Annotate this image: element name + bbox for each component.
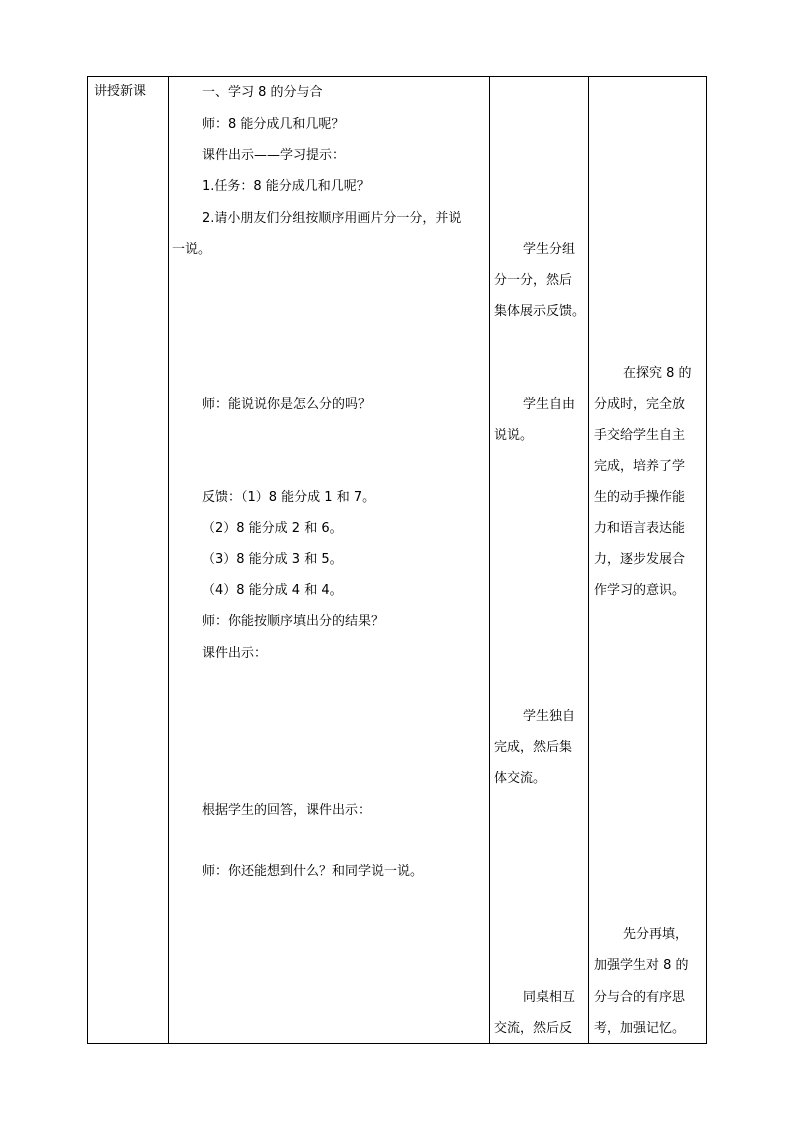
teacher-line: （2）8 能分成 2 和 6。 xyxy=(202,521,343,536)
teacher-line: 师：你还能想到什么？和同学说一说。 xyxy=(202,864,424,879)
teacher-line: 师：能说说你是怎么分的吗？ xyxy=(202,397,372,412)
teacher-line: 师：你能按顺序填出分的结果？ xyxy=(202,614,385,629)
intent-line: 先分再填， xyxy=(623,927,689,942)
intent-line: 分与合的有序思 xyxy=(594,990,686,1005)
intent-line: 生的动手操作能 xyxy=(594,490,686,505)
intent-line: 考，加强记忆。 xyxy=(594,1021,686,1036)
teacher-line: 根据学生的回答，课件出示： xyxy=(202,803,372,818)
student-line: 学生分组 xyxy=(523,242,576,257)
intent-line: 加强学生对 8 的 xyxy=(594,958,689,973)
intent-line: 作学习的意识。 xyxy=(594,583,686,598)
student-line: 说说。 xyxy=(494,428,534,443)
teacher-line: 课件出示——学习提示： xyxy=(202,148,346,163)
student-line: 完成，然后集 xyxy=(494,740,573,755)
intent-line: 力，逐步发展合 xyxy=(594,552,686,567)
student-line: 学生独自 xyxy=(523,709,576,724)
teacher-line: 1.任务：8 能分成几和几呢？ xyxy=(202,179,370,194)
student-line: 分一分，然后 xyxy=(494,273,573,288)
intent-line: 在探究 8 的 xyxy=(623,366,692,381)
intent-line: 分成时，完全放 xyxy=(594,397,686,412)
teacher-line: 一、学习 8 的分与合 xyxy=(202,85,323,100)
teacher-line: （3）8 能分成 3 和 5。 xyxy=(202,552,343,567)
teacher-line: 2.请小朋友们分组按顺序用画片分一分，并说 xyxy=(202,211,462,226)
student-line: 交流，然后反 xyxy=(494,1021,573,1036)
teacher-line: 一说。 xyxy=(172,242,212,257)
column-divider xyxy=(489,77,490,1043)
intent-line: 完成，培养了学 xyxy=(594,459,686,474)
column-divider xyxy=(168,77,169,1043)
intent-line: 手交给学生自主 xyxy=(594,428,686,443)
student-line: 集体展示反馈。 xyxy=(494,304,586,319)
teacher-line: （4）8 能分成 4 和 4。 xyxy=(202,583,343,598)
teacher-line: 课件出示： xyxy=(202,646,268,661)
intent-line: 力和语言表达能 xyxy=(594,521,686,536)
student-line: 学生自由 xyxy=(523,397,576,412)
column-divider xyxy=(588,77,589,1043)
teacher-line: 反馈：（1）8 能分成 1 和 7。 xyxy=(202,490,376,505)
section-label: 讲授新课 xyxy=(94,84,147,99)
teacher-line: 师：8 能分成几和几呢？ xyxy=(202,117,345,132)
student-line: 同桌相互 xyxy=(523,990,576,1005)
student-line: 体交流。 xyxy=(494,771,547,786)
